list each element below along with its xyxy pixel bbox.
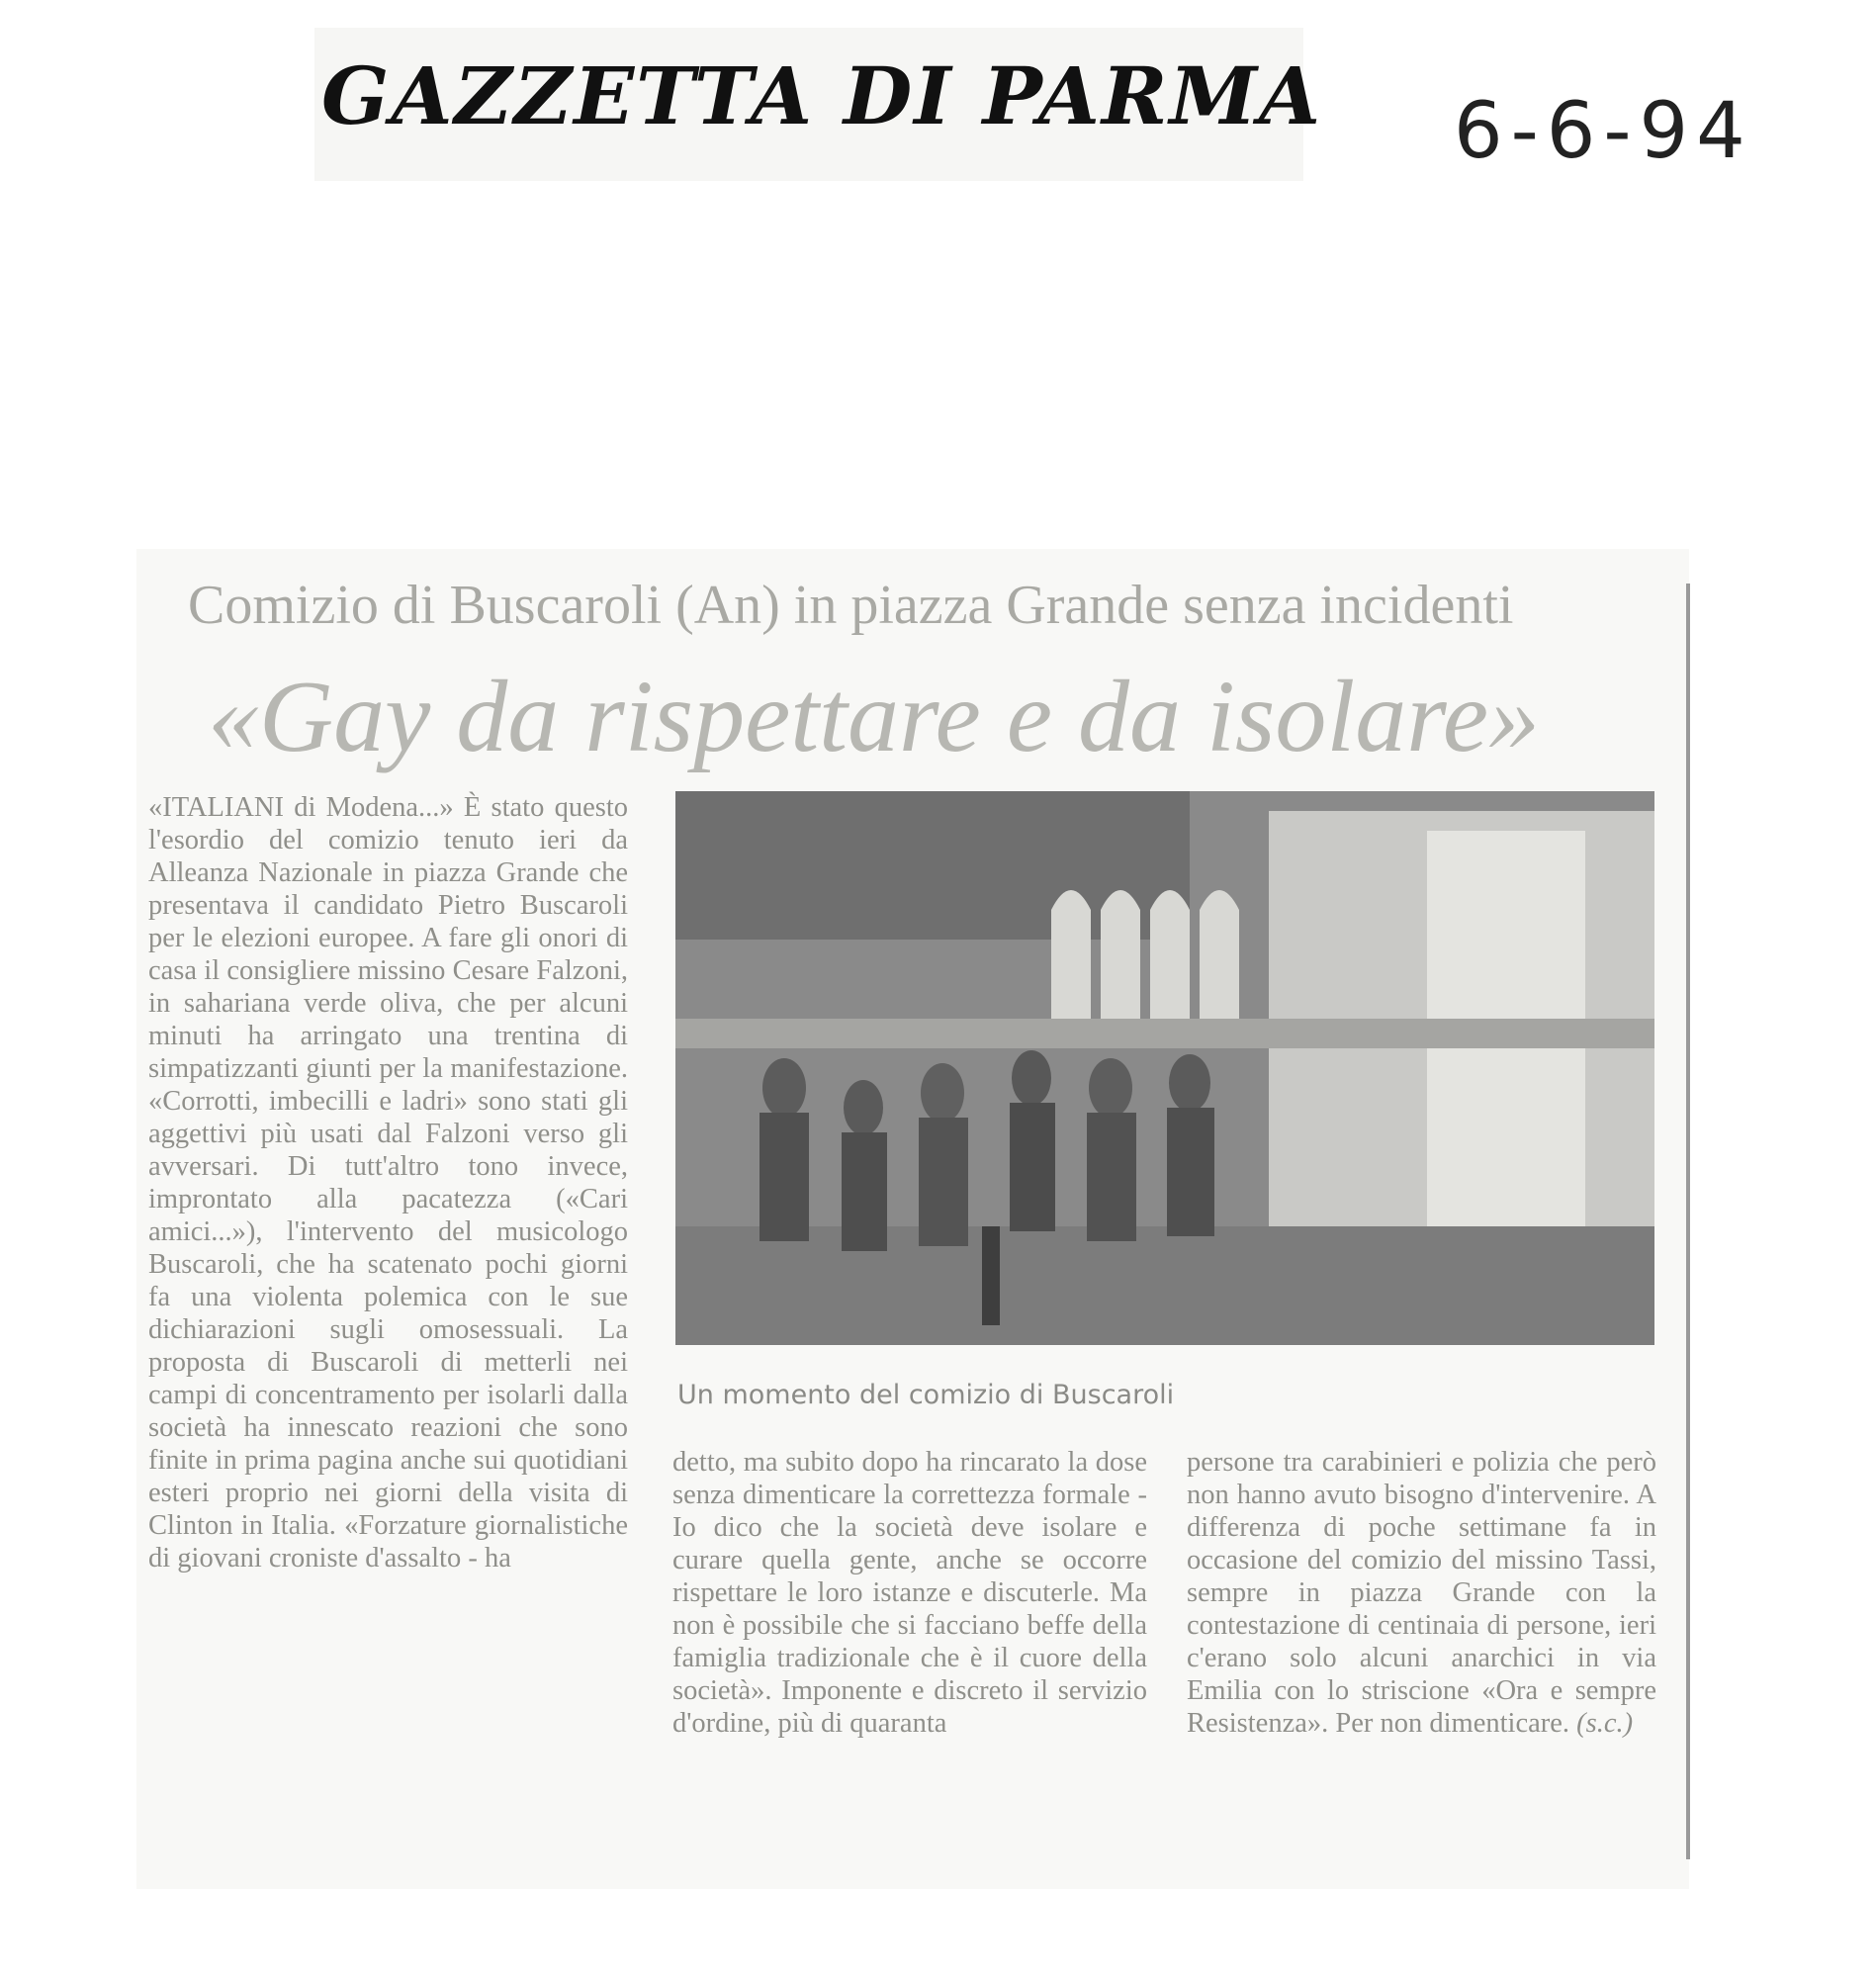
article-photo	[675, 791, 1654, 1345]
newspaper-masthead: GAZZETTA DI PARMA	[321, 49, 1323, 142]
article-column-left: «ITALIANI di Modena...» È stato questo l'esordio del comizio tenuto ieri da Alleanza Nazionale in piazza Grande che presentava il candidato Pietro Buscaroli per le elezioni europee. A fare gli onori di casa il consigliere missino Cesare Falzoni, in sahariana verde oliva, che per alcuni minuti ha arringato una trentina di simpatizzanti giunti per la manifestazione. «Corrotti, imbecilli e ladri» sono stati gli aggettivi più usati dal Falzoni verso gli avversari. Di tutt'altro tono invece, improntato alla pacatezza («Cari amici...»), l'intervento del musicologo Buscaroli, che ha scatenato pochi giorni fa una violenta polemica con le sue dichiarazioni sugli omosessuali. La proposta di Buscaroli di metterli nei campi di concentramento per isolarli dalla società ha innescato reazioni che sono finite in prima pagina anche sui quotidiani esteri proprio nei giorni della visita di Clinton in Italia. «Forzature giornalistiche di giovani croniste d'assalto - ha	[148, 792, 628, 1573]
clipping-edge	[1686, 584, 1690, 1859]
article-headline: «Gay da rispettare e da isolare»	[208, 660, 1541, 773]
rally-photo-image	[675, 791, 1654, 1345]
handwritten-date: 6-6-94	[1454, 87, 1753, 176]
article-column-middle: detto, ma subito dopo ha rincarato la dose senza dimenticare la correttezza formale - Io dico che la società deve isolare e curare quella gente, anche se occorre rispettare le loro istanze e discuterle. Ma non è possibile che si facciano beffe della famiglia tradizionale che è il cuore della società». Imponente e discreto il servizio d'ordine, più di quaranta	[672, 1447, 1147, 1739]
article-kicker: Comizio di Buscaroli (An) in piazza Grande senza incidenti	[188, 575, 1514, 636]
article-byline: (s.c.)	[1576, 1708, 1634, 1739]
article-column-right	[1187, 1446, 1656, 1740]
photo-caption: Un momento del comizio di Buscaroli	[677, 1380, 1175, 1410]
article-column-right-text: persone tra carabinieri e polizia che però non hanno avuto bisogno d'intervenire. A differenza di poche settimane fa in occasione del comizio del missino Tassi, sempre in piazza Grande con la contestazione di centinaia di persone, ieri c'erano solo alcuni anarchici in via Emilia con lo striscione «Ora e sempre Resistenza». Per non dimenticare.	[1187, 1447, 1656, 1739]
